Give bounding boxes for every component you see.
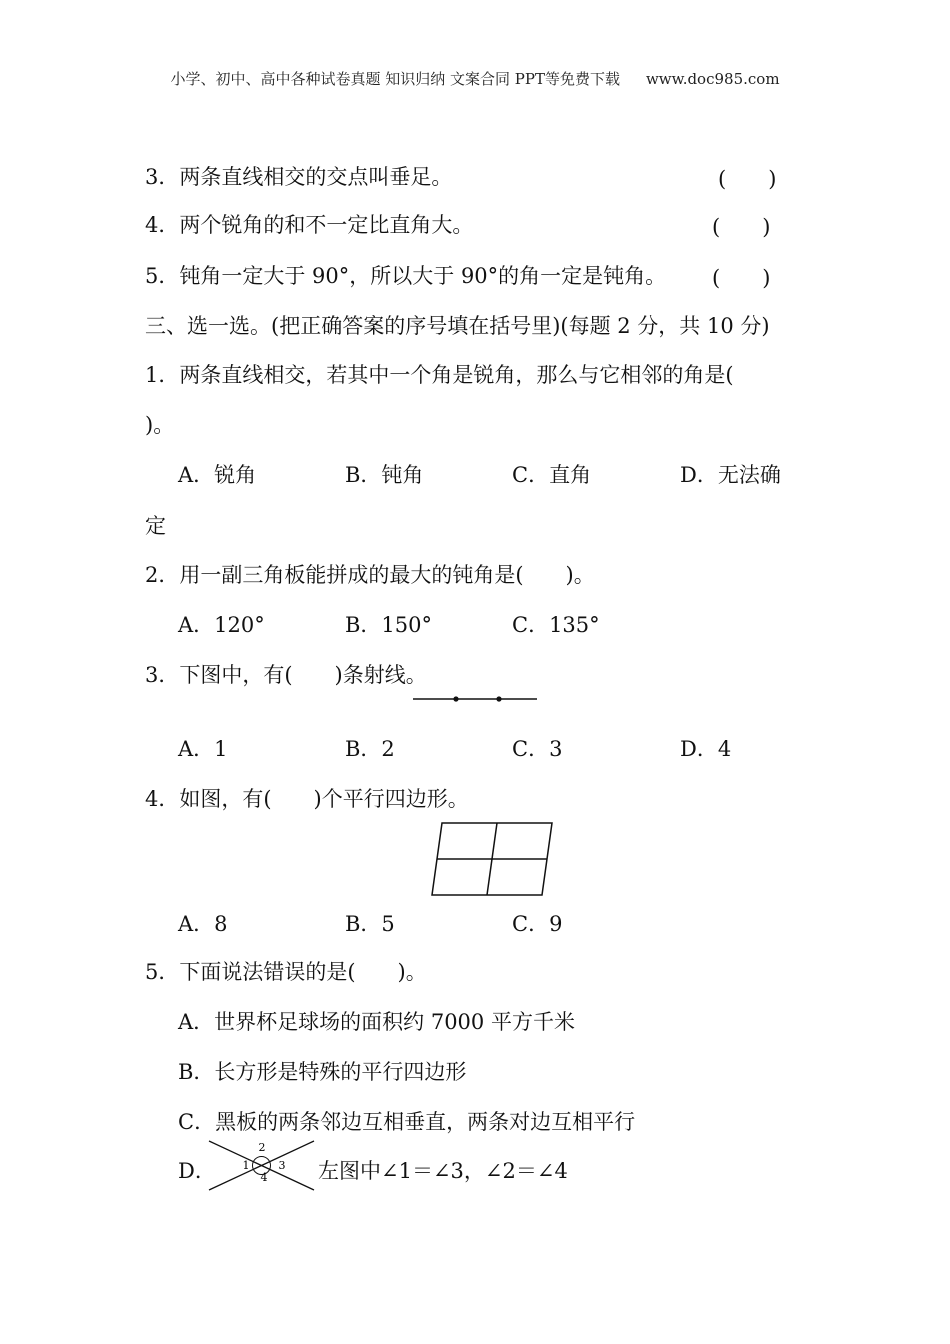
option-a[interactable]: A．120° bbox=[178, 613, 265, 637]
option-b[interactable]: B．150° bbox=[345, 613, 433, 637]
point bbox=[496, 696, 501, 701]
angle-label-1: 1 bbox=[242, 1159, 250, 1172]
angle-label-4: 4 bbox=[260, 1171, 268, 1184]
question-5-stem: 5．下面说法错误的是( )。 bbox=[145, 960, 427, 984]
option-d-wrap: 定 bbox=[145, 514, 166, 538]
point bbox=[453, 696, 458, 701]
section-title: 三、选一选。(把正确答案的序号填在括号里)(每题 2 分，共 10 分) bbox=[145, 314, 770, 338]
option-d-prefix[interactable]: D． bbox=[178, 1159, 216, 1183]
angle-label-3: 3 bbox=[278, 1159, 286, 1172]
option-b[interactable]: B．5 bbox=[345, 912, 395, 936]
judge-number: 3． bbox=[145, 165, 180, 189]
judge-item-5 bbox=[145, 262, 666, 290]
option-a[interactable]: A．1 bbox=[178, 737, 228, 761]
option-d[interactable]: D．无法确 bbox=[680, 463, 781, 487]
header-site: www.doc985.com bbox=[645, 70, 780, 88]
option-b[interactable]: B．2 bbox=[345, 737, 395, 761]
option-a[interactable]: A．世界杯足球场的面积约 7000 平方千米 bbox=[178, 1010, 575, 1034]
option-c[interactable]: C．黑板的两条邻边互相垂直，两条对边互相平行 bbox=[178, 1110, 636, 1134]
answer-blank[interactable]: ( ) bbox=[712, 266, 771, 290]
option-c[interactable]: C．135° bbox=[512, 613, 600, 637]
option-c[interactable]: C．3 bbox=[512, 737, 563, 761]
option-b[interactable]: B．长方形是特殊的平行四边形 bbox=[178, 1060, 467, 1084]
question-3-stem: 3．下图中，有( )条射线。 bbox=[145, 663, 427, 687]
option-d[interactable]: D．4 bbox=[680, 737, 732, 761]
answer-blank[interactable]: ( ) bbox=[718, 167, 777, 191]
judge-item-4 bbox=[145, 211, 473, 239]
judge-number: 5． bbox=[145, 264, 180, 288]
question-1-stem-end: )。 bbox=[145, 413, 175, 437]
option-c[interactable]: C．9 bbox=[512, 912, 563, 936]
option-a[interactable]: A．锐角 bbox=[178, 463, 257, 487]
judge-text: 两条直线相交的交点叫垂足。 bbox=[179, 165, 453, 189]
judge-text: 两个锐角的和不一定比直角大。 bbox=[179, 213, 474, 237]
option-c[interactable]: C．直角 bbox=[512, 463, 592, 487]
judge-text: 钝角一定大于 90°，所以大于 90°的角一定是钝角。 bbox=[179, 264, 667, 288]
header-text: 小学、初中、高中各种试卷真题 知识归纳 文案合同 PPT等免费下载 bbox=[170, 70, 620, 88]
question-1-stem: 1．两条直线相交，若其中一个角是锐角，那么与它相邻的角是( bbox=[145, 363, 734, 387]
option-b[interactable]: B．钝角 bbox=[345, 463, 424, 487]
ray-figure bbox=[410, 690, 540, 708]
option-a[interactable]: A．8 bbox=[178, 912, 228, 936]
question-2-stem: 2．用一副三角板能拼成的最大的钝角是( )。 bbox=[145, 563, 595, 587]
intersecting-lines-figure bbox=[206, 1138, 318, 1193]
judge-number: 4． bbox=[145, 213, 180, 237]
answer-blank[interactable]: ( ) bbox=[712, 215, 771, 239]
parallelogram-figure bbox=[428, 820, 556, 898]
judge-item-3 bbox=[145, 163, 452, 191]
question-4-stem: 4．如图，有( )个平行四边形。 bbox=[145, 787, 469, 811]
angle-label-2: 2 bbox=[258, 1141, 266, 1154]
page-header bbox=[0, 68, 950, 89]
option-d-text: 左图中∠1＝∠3，∠2＝∠4 bbox=[318, 1159, 568, 1183]
